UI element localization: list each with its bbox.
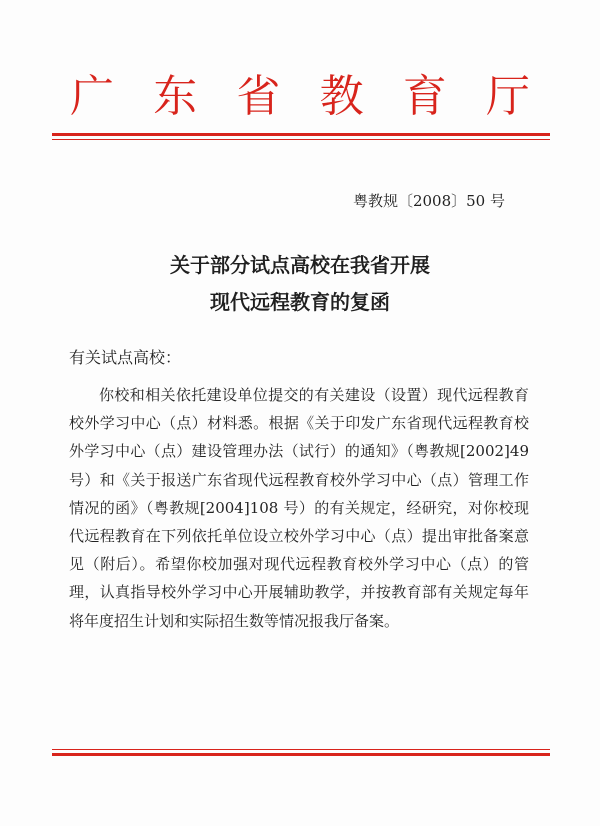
header-char: 广 [70,71,114,122]
document-number: 粤教规〔2008〕50 号 [352,192,505,210]
issuing-authority-header [70,72,530,122]
header-divider-thin [52,139,550,140]
footer-divider-thin [52,749,550,750]
header-char: 教 [319,71,364,122]
document-title-line-1: 关于部分试点高校在我省开展 [170,253,430,277]
header-char: 东 [153,71,198,122]
header-char: 省 [236,71,281,122]
body-paragraph: 你校和相关依托建设单位提交的有关建设（设置）现代远程教育校外学习中心（点）材料悉。根据《关于印发广东省现代远程教育校外学习中心（点）建设管理办法（试行）的通知》（粤教规[2002]49 号）和《关于报送广东省现代远程教育校外学习中心（点）管理工作情况的函》（粤教规[2004]108 号）的有关规定，经研究，对你校现代远程教育在下列依托单位设立校外学习中心（点）提出审批备案意见（附后）。希望你校加强对现代远程教育校外学习中心（点）的管理，认真指导校外学习中心开展辅助教学，并按教育部有关规定每年将年度招生计划和实际招生数等情况报我厅备案。 [69,386,529,630]
header-char: 育 [402,71,447,122]
salutation: 有关试点高校： [69,348,182,367]
header-char: 厅 [485,71,530,122]
footer-divider-thick [52,753,550,756]
document-title-line-2: 现代远程教育的复函 [210,290,390,314]
header-divider-thick [52,133,550,136]
